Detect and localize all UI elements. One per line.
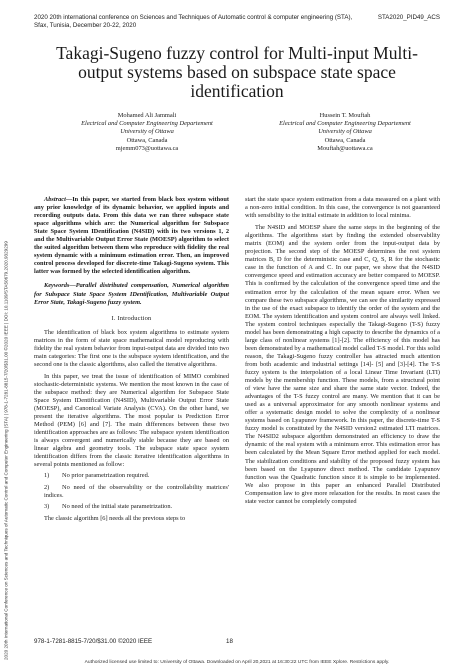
list-item bbox=[34, 484, 229, 500]
keywords-label: Keywords bbox=[44, 282, 70, 290]
list-item-text: No need of the observability or the controllability matrices' indices. bbox=[44, 483, 229, 499]
author-name: Mohamed Ali Jammali bbox=[117, 112, 177, 119]
abstract-label: Abstract bbox=[44, 196, 66, 203]
author-block-1 bbox=[62, 112, 232, 153]
list-item bbox=[34, 503, 229, 511]
author-university: University of Ottawa bbox=[318, 128, 372, 136]
right-column bbox=[245, 196, 440, 506]
paragraph: The classic algorithm [6] needs all the previous steps to bbox=[44, 514, 186, 522]
paper-id: STA2020_PID49_ACS bbox=[377, 14, 440, 21]
author-department: Electrical and Computer Engineering Departement bbox=[279, 120, 411, 128]
paragraph: The N4SID and MOESP share the same steps in the beginning of the algorithms. The algorithms start by finding the extended observability matrix (EOM) and the system order from the input-output data by projection. The second step of the MOESP determines the rest system matrices B, D for the deterministic case and C, Q, S, R for the stochastic case in the function of A and C. In our paper, we show that the N4SID convergence speed and estimation accuracy are better compared to MOESP. This is confirmed by the calculation of the convergence speed time and the estimation error by the calculation of the mean square error. When we compare these two subspace algorithms, we can see the similarity expressed in the use of the exact subspace to identify the order of the system and the EOM. The system identification and system control are always well linked. The system control techniques especially the Takagi-Sugeno (T-S) fuzzy model has been demonstrating a high capacity to describe the dynamics of a large class of nonlinear systems [1]-[2]. The efficiency of this model has been demonstrated by a mathematical model called T-S model. For this solid reason, the Takagi-Sugeno fuzzy controller has attracted much attention from both academic and industrial settings [14]- [5] and [3]-[4]. The T-S fuzzy system is the interpolation of a local Linear Time Invariant (LTI) models by the membership function. These models, from a structural point of view have the same size and share the same state vector. Indeed, the advantages of the T-S fuzzy control are many. We mention that it can be used as a universal approximator for any smooth nonlinear systems and offer a systematic design model to solve the complexity of a nonlinear systems based on Lyapunov framework. In this paper, the discrete-time T-S fuzzy model is constituted by the N4SID version2 estimated LTI matrices. The N4SID2 subspace algorithm demonstrated an efficiency to draw the dynamic of the real system with a minimum error. This estimation error has been calculated by the Mean Square Error method applied for each model. The stabilization conditions and stability of the proposed fuzzy system has been based on the Lyapunov direct method. The candidate Lyapunov function was the Quadratic function since it is simple to be implemented. We also propose in this paper an enhanced Parallel Distributed Compensation law to give more relaxation for the results. In most cases the state vector cannot be completely computed bbox=[245, 224, 440, 505]
author-department: Electrical and Computer Engineering Departement bbox=[81, 120, 213, 128]
list-item-text: No need of the initial state parametrization. bbox=[62, 502, 173, 510]
author-block-2 bbox=[260, 112, 430, 153]
paragraph: The identification of black box system algorithms to estimate system matrices in the form of state space mathematical model reproducing with fidelity the real system behavior from input-output data are divided into two main categories: The first one is the subspace system identification, and the second one is the classic algorithms, also called the iterative algorithms. bbox=[34, 328, 229, 368]
section-heading: I. Introduction bbox=[111, 314, 152, 322]
author-university: University of Ottawa bbox=[120, 128, 174, 136]
paragraph: start the state space system estimation from a data measured on a plant with a non-zero initial condition. In this case, the convergence is not guaranteed with sensibility to the initial estimate in addition to local minima. bbox=[245, 196, 440, 220]
paper-title: Takagi-Sugeno fuzzy control for Multi-input Multi-output systems based on subspace state space identification bbox=[56, 43, 418, 101]
keywords-text: —Parallel distributed compensation, Numerical algorithm for Subspace State Space System IDentification, Multivariable Output Error State, Takagi-Sugeno fuzzy system. bbox=[34, 282, 229, 306]
footer-isbn: 978-1-7281-8815-7/20/$31.00 ©2020 IEEE bbox=[34, 638, 153, 645]
conference-header: 2020 20th international conference on Sciences and Techniques of Automatic control & computer engineering (STA), Sfax, Tunisia, December 20-22, 2020 bbox=[34, 14, 353, 29]
left-column bbox=[34, 196, 229, 523]
author-email: Mouftah@uottawa.ca bbox=[317, 144, 373, 152]
list-item-number: 2) bbox=[44, 483, 50, 491]
abstract bbox=[34, 196, 229, 276]
page-number: 18 bbox=[226, 638, 233, 645]
keywords bbox=[34, 282, 229, 306]
license-note: Authorized licensed use limited to: University of Ottawa. Downloaded on April 20,2021 at 16:30:22 UTC from IEEE Xplore. Restrictions apply. bbox=[84, 660, 390, 665]
abstract-text: —In this paper, we started from black box system without any prior knowledge of its dynamic behavior, we applied inputs and recording outputs data. From this data we ran three subspace state space algorithms which are: the Numerical algorithm for Subspace State Space System IDentification (N4SID) with its two versions 1, 2 and the Multivariable Output Error State (MOESP) algorithm to select the suited algorithm between them who reproduce with fidelity the real system dynamic with a minimum estimation error. Then, an improved control process developed for discrete-time Takagi-Sugeno system. This latter was formed by the selected identification algorithm. bbox=[34, 196, 229, 276]
author-city: Ottawa, Canada bbox=[126, 136, 168, 144]
side-doi-note: 2020 20th International Conference on Sciences and Techniques of Automatic Control and Computer Engineering (STA) | 978-1-7281-8815-7/20/$31.00 ©2020 IEEE | DOI: 10.1109/STA50679.2020.9329299 bbox=[3, 241, 9, 660]
paragraph: In this paper, we treat the issue of identification of MIMO combined stochastic-deterministic systems. We mention the most known in the case of the subspace method: they are Numerical algorithm for Subspace State Space System IDentification (N4SID), Multivariable Output Error State (MOESP), and Canonical Variate Analysis (CVA). On the other hand, we present the iterative algorithms. The most popular is Prediction Error Method (PEM) [6] and [7]. The main differences between these two identification approaches are as follows: The subspace system identification is always convergent and numerically stable because they are based on linear algebra and geometry tools. The subspace state space system identification differs from the classic iterative identification algorithms in several points mentioned as follow: bbox=[34, 372, 229, 469]
list-item-number: 3) bbox=[44, 502, 50, 510]
author-name: Hussein T. Mouftah bbox=[319, 112, 371, 119]
author-city: Ottawa, Canada bbox=[324, 136, 366, 144]
list-item bbox=[34, 472, 229, 480]
list-item-text: No prior parametrization required. bbox=[62, 472, 150, 480]
author-email: mjemm073@uottawa.ca bbox=[115, 144, 179, 152]
list-item-number: 1) bbox=[44, 472, 50, 480]
